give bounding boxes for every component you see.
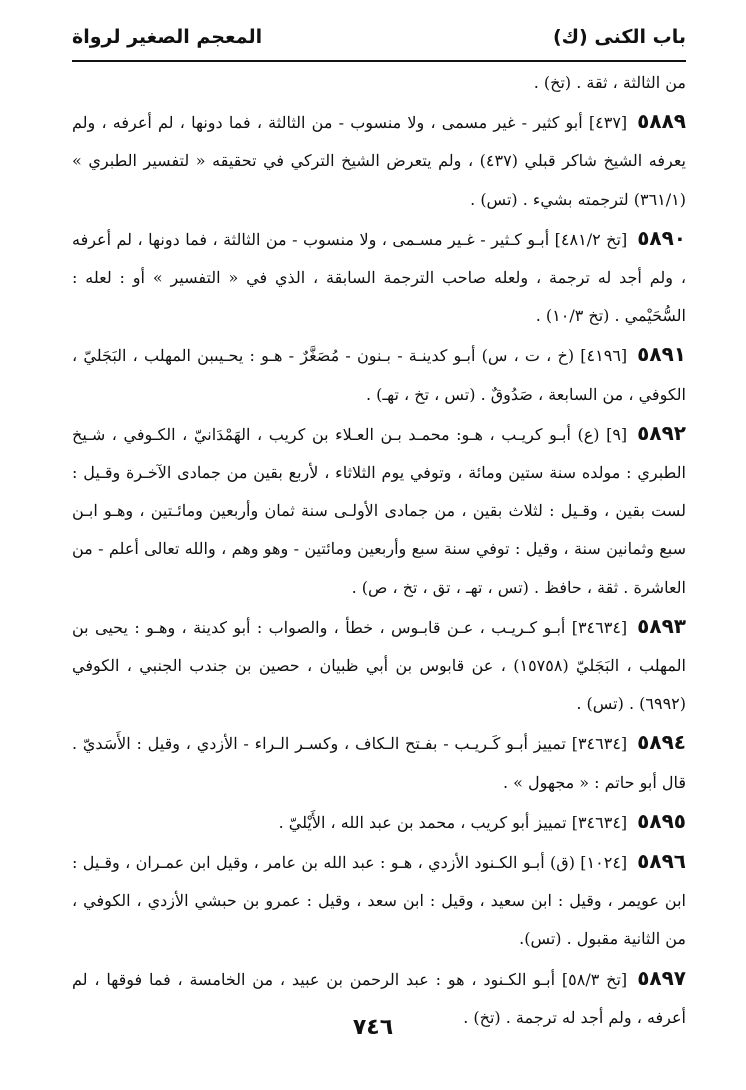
entry: [72, 102, 686, 219]
header-rule: [72, 60, 686, 62]
entry: [72, 802, 686, 842]
entry-number: ٥٨٩٧: [637, 965, 687, 990]
entry-number: ٥٨٨٩: [637, 109, 686, 134]
entry: [72, 219, 686, 336]
entry-number: ٥٨٩١: [637, 342, 686, 367]
entry: [72, 414, 686, 607]
running-header: [72, 22, 686, 52]
entries-body: [72, 64, 686, 1037]
entry: [72, 607, 686, 724]
entry: [72, 842, 686, 959]
entry-text: [تخ ٥٨/٣] أبـو الكـنود ، هو : عبد الرحمن بن عبيد ، من الخامسة ، فما فوقها ، لم أعرفه ، ولم أجد له ترجمة . (تخ) .: [72, 969, 686, 1027]
entry-number: ٥٨٩٦: [637, 849, 686, 874]
entry-number: ٥٨٩٠: [637, 225, 687, 250]
page-number: ٧٤٦: [352, 1015, 394, 1040]
entry-number: ٥٨٩٤: [637, 730, 686, 755]
entry-text: [٣٤٦٣٤] أبـو كـريـب ، عـن قابـوس ، خطأ ، والصواب : أبو كدينة ، وهـو : يحيى بن المهلب ، البَجَليّ (١٥٧٥٨) ، عن قابوس بن أبي ظبيان ، حصين بن جندب الجنبي ، الكوفي (٦٩٩٢) . (تس) .: [72, 617, 686, 714]
chapter-title: باب الكنى (ك): [552, 26, 686, 48]
entry-number: ٥٨٩٥: [637, 808, 686, 833]
entry-text: من الثالثة ، ثقة . (تخ) .: [533, 73, 686, 92]
book-title: المعجم الصغير لرواة: [72, 26, 263, 48]
entry-continuation: [72, 64, 686, 102]
entry-text: [٤٣٧] أبو كثير - غير مسمى ، ولا منسوب - من الثالثة ، فما دونها ، لم أعرفه ، ولم يعرفه الشيخ شاكر قبلي (٤٣٧) ، ولم يتعرض الشيخ التركي في تحقيقه « لتفسير الطبري » (٣٦١/١) لترجمته بشيء . (تس) .: [72, 113, 686, 209]
entry: [72, 723, 686, 801]
entry-text: [٩] (ع) أبـو كريـب ، هـو: محمـد بـن العـلاء بن كريب ، الهَمْدَانيّ ، الكـوفي ، شـيخ الطبري : مولده سنة ستين ومائة ، وتوفي يوم الثلاثاء ، لأربع بقين من جمادى الآخـرة وقـيل : لست بقين ، وقـيل : لثلاث بقين ، من جمادى الأولـى سنة ثمان وأربعين ومائـتين ، وهـو ابـن سبع وثمانين سنة ، وقيل : توفي سنة سبع وأربعين ومائتين - وهو وهم ، والله تعالى أعلم - من العاشرة . ثقة ، حافظ . (تس ، تهـ ، تق ، تخ ، ص) .: [72, 424, 686, 597]
entry-text: [٣٤٦٣٤] تمييز أبـو كَـريـب - بفـتح الـكاف ، وكسـر الـراء - الأزدي ، وقيل : الأَسَديّ . قال أبو حاتم : « مجهول » .: [72, 734, 686, 792]
entry-text: [٤١٩٦] (خ ، ت ، س) أبـو كدينـة - بـنون - مُصَغَّرٌ - هـو : يحـيىبن المهلب ، البَجَليّ ، الكوفي ، من السابعة ، صَدُوقٌ . (تس ، تخ ، تهـ) .: [72, 346, 686, 404]
entry-number: ٥٨٩٣: [637, 613, 686, 638]
entry-number: ٥٨٩٢: [637, 420, 686, 445]
entry-text: [١٠٢٤] (ق) أبـو الكـنود الأزدي ، هـو : عبد الله بن عامر ، وقيل ابن عمـران ، وقـيل : ابن عويمر ، وقيل : ابن سعيد ، وقيل : ابن سعد ، وقيل : عمرو بن حبشي الأزدي ، الكوفي ، من الثانية مقبول . (تس).: [72, 853, 687, 949]
entry: [72, 335, 686, 413]
entry-text: [تخ ٤٨١/٢] أبـو كـثير - غـير مسـمى ، ولا منسوب - من الثالثة ، فما دونها ، لم أعرفه ، ولم أجد له ترجمة ، ولعله صاحب الترجمة السابقة ، الذي في « التفسير » أو : لعله : السُّحَيْمي . (تخ ١٠/٣) .: [72, 229, 686, 326]
entry-text: [٣٤٦٣٤] تمييز أبو كريب ، محمد بن عبد الله ، الأَيْليّ .: [278, 812, 628, 832]
